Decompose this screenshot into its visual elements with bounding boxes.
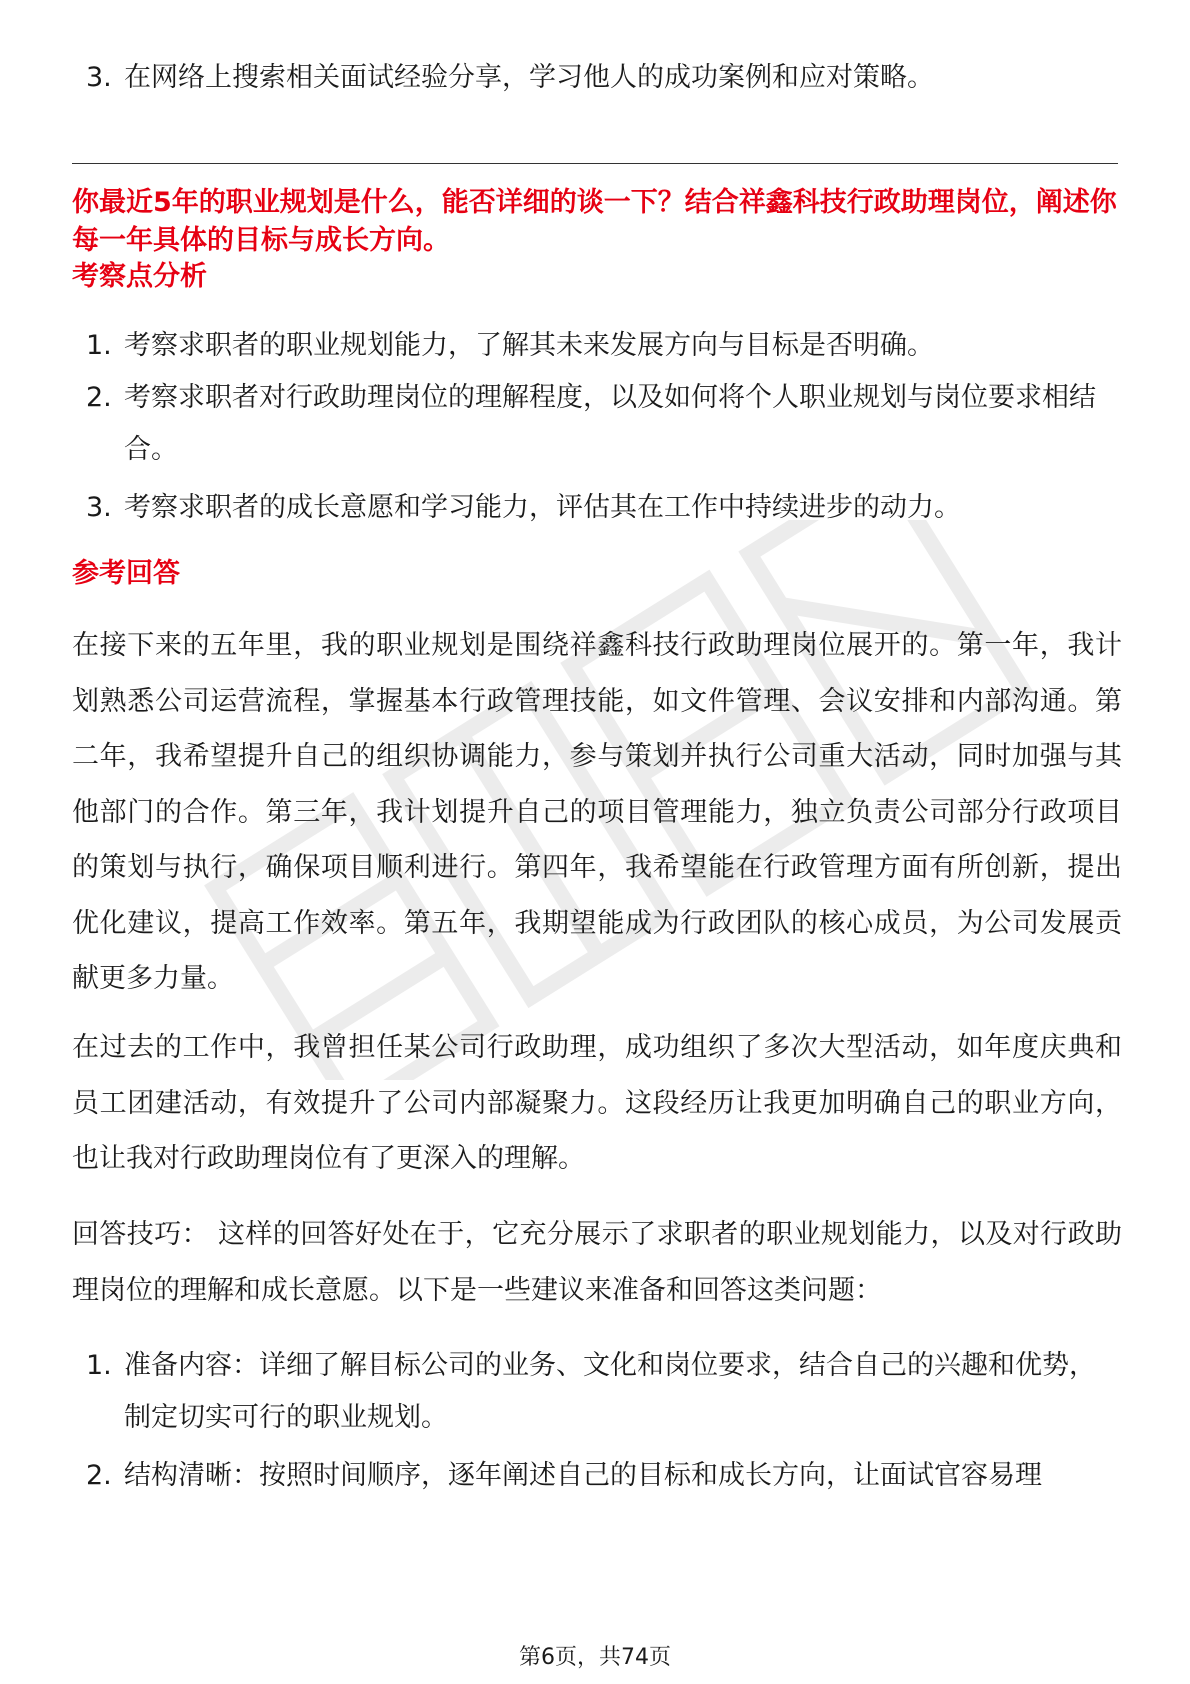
list-number: 1.	[86, 330, 112, 361]
analysis-item-1	[86, 320, 1116, 372]
section-divider	[72, 163, 1118, 164]
answer-paragraph-2: 在过去的工作中，我曾担任某公司行政助理，成功组织了多次大型活动，如年度庆典和员工团建活动，有效提升了公司内部凝聚力。这段经历让我更加明确自己的职业方向，也让我对行政助理岗位有了更深入的理解。	[72, 1032, 1122, 1174]
answer-paragraph-1: 在接下来的五年里，我的职业规划是围绕祥鑫科技行政助理岗位展开的。第一年，我计划熟悉公司运营流程，掌握基本行政管理技能，如文件管理、会议安排和内部沟通。第二年，我希望提升自己的组织协调能力，参与策划并执行公司重大活动，同时加强与其他部门的合作。第三年，我计划提升自己的项目管理能力，独立负责公司部分行政项目的策划与执行，确保项目顺利进行。第四年，我希望能在行政管理方面有所创新，提出优化建议，提高工作效率。第五年，我期望能成为行政团队的核心成员，为公司发展贡献更多力量。	[72, 630, 1122, 994]
list-text: 结构清晰：按照时间顺序，逐年阐述自己的目标和成长方向，让面试官容易理	[124, 1460, 1042, 1491]
list-number: 2.	[86, 382, 112, 413]
list-item	[86, 52, 1116, 104]
answer-tips-intro: 回答技巧： 这样的回答好处在于，它充分展示了求职者的职业规划能力，以及对行政助理岗位的理解和成长意愿。以下是一些建议来准备和回答这类问题：	[72, 1219, 1122, 1306]
analysis-item-3	[86, 482, 1116, 534]
list-text: 考察求职者的成长意愿和学习能力，评估其在工作中持续进步的动力。	[124, 492, 961, 523]
analysis-heading: 考察点分析	[72, 261, 207, 292]
list-number: 3.	[86, 62, 112, 93]
list-text: 考察求职者对行政助理岗位的理解程度，以及如何将个人职业规划与岗位要求相结合。	[124, 382, 1096, 465]
list-number: 2.	[86, 1460, 112, 1491]
tip-item-1	[86, 1340, 1116, 1444]
answer-heading: 参考回答	[72, 558, 180, 589]
list-text: 在网络上搜索相关面试经验分享，学习他人的成功案例和应对策略。	[124, 62, 934, 93]
list-text: 考察求职者的职业规划能力，了解其未来发展方向与目标是否明确。	[124, 330, 934, 361]
list-number: 3.	[86, 492, 112, 523]
list-text: 准备内容：详细了解目标公司的业务、文化和岗位要求，结合自己的兴趣和优势，制定切实可行的职业规划。	[124, 1350, 1096, 1433]
tip-item-2	[86, 1450, 1116, 1502]
question-title: 你最近5年的职业规划是什么，能否详细的谈一下？结合祥鑫科技行政助理岗位，阐述你每一年具体的目标与成长方向。	[72, 187, 1117, 256]
list-number: 1.	[86, 1350, 112, 1381]
page-footer: 第6页，共74页	[519, 1645, 671, 1670]
analysis-item-2	[86, 372, 1116, 476]
